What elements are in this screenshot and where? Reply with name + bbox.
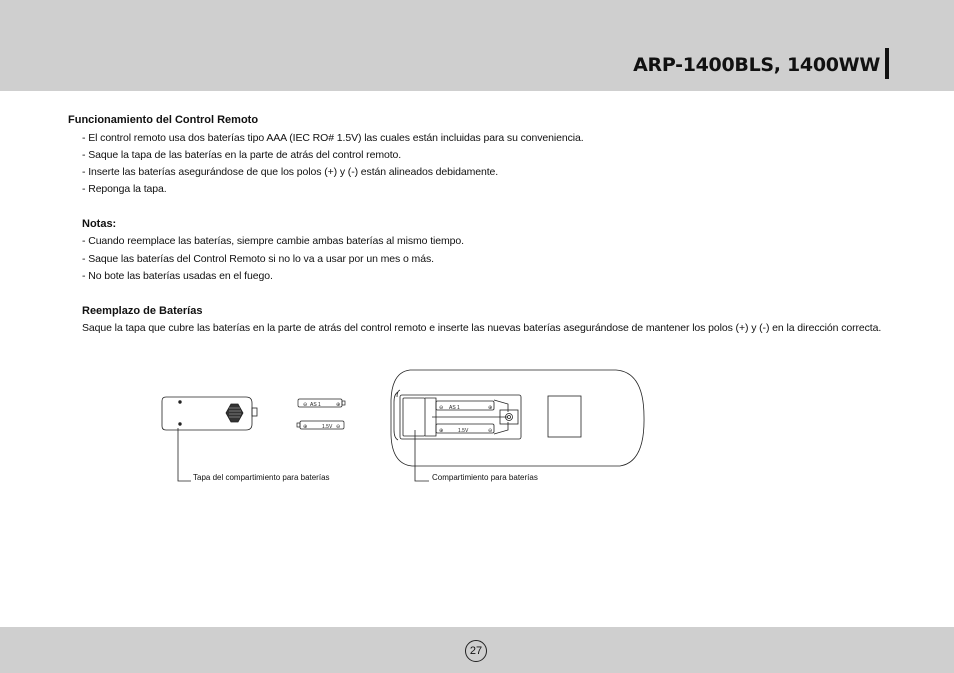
operation-item-3: - Inserte las baterías asegurándose de que los polos (+) y (-) están alineados debidamente.: [82, 166, 499, 178]
notes-heading: Notas:: [82, 218, 117, 230]
svg-text:⊕: ⊕: [336, 402, 341, 408]
replacement-text: Saque la tapa que cubre las baterías en la parte de atrás del control remoto e inserte las nuevas baterías asegurándose de mantener los polos (+) y (-) en la dirección correcta.: [82, 322, 882, 334]
svg-text:⊖: ⊖: [439, 405, 444, 411]
replacement-heading: Reemplazo de Baterías: [82, 305, 203, 317]
svg-text:⊖: ⊖: [488, 428, 493, 434]
svg-text:⊕: ⊕: [303, 424, 308, 430]
remote-control-body: [391, 370, 644, 466]
operation-heading: Funcionamiento del Control Remoto: [68, 114, 259, 126]
battery-aaa-bottom: [297, 421, 344, 430]
notes-item-3: - No bote las baterías usadas en el fuego.: [82, 270, 273, 282]
svg-text:⊖: ⊖: [336, 424, 341, 430]
battery-cover: [162, 397, 257, 430]
operation-item-1: - El control remoto usa dos baterías tipo AAA (IEC RO# 1.5V) las cuales están incluidas para su conveniencia.: [82, 132, 584, 144]
notes-item-1: - Cuando reemplace las baterías, siempre cambie ambas baterías al mismo tiempo.: [82, 235, 464, 247]
remote-label-plate: [548, 396, 581, 437]
battery-label-bottom: 1.5V: [322, 424, 333, 430]
battery-aaa-top: [298, 399, 345, 408]
compartment-battery-label-top: AS 1: [449, 405, 460, 411]
cover-leader-line: [178, 428, 191, 481]
svg-text:⊕: ⊕: [488, 405, 493, 411]
svg-text:⊕: ⊕: [439, 428, 444, 434]
operation-item-4: - Reponga la tapa.: [82, 183, 167, 195]
operation-item-2: - Saque la tapa de las baterías en la parte de atrás del control remoto.: [82, 149, 402, 161]
svg-text:⊖: ⊖: [303, 402, 308, 408]
page-number: 27: [465, 640, 487, 662]
caption-cover: Tapa del compartimiento para baterías: [193, 473, 330, 482]
model-title: ARP-1400BLS, 1400WW: [633, 54, 880, 76]
battery-label-top: AS 1: [310, 402, 321, 408]
compartment-battery-label-bottom: 1.5V: [458, 428, 469, 434]
caption-compartment: Compartimiento para baterías: [432, 473, 538, 482]
compartment-leader-line: [415, 430, 429, 481]
notes-item-2: - Saque las baterías del Control Remoto si no lo va a usar por un mes o más.: [82, 253, 434, 265]
